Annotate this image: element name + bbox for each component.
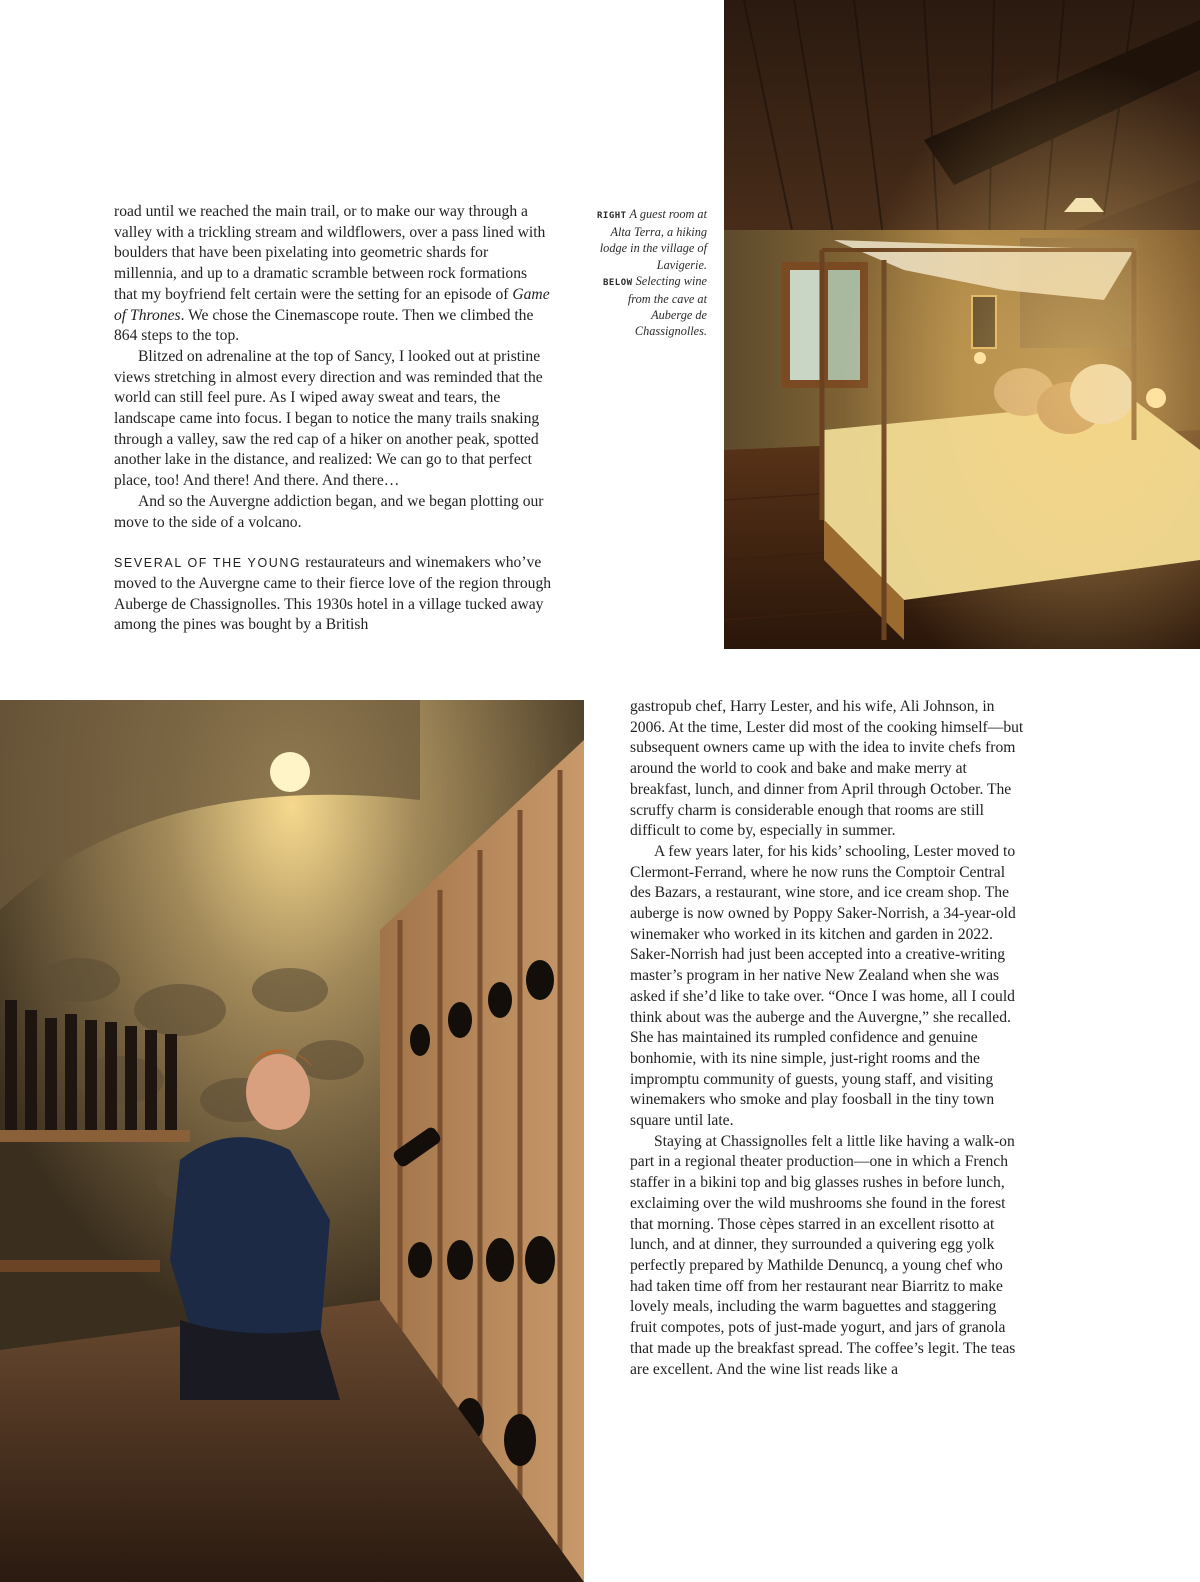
paragraph: gastropub chef, Harry Lester, and his wife, Ali Johnson, in 2006. At the time, Lester did most of the cooking himself—but subsequent owners came up with the idea to invite chefs from around the world to cook and bake and make merry at breakfast, lunch, and dinner from April through October. The scruffy charm is considerable enough that rooms are still difficult to come by, especially in summer. — [630, 698, 1024, 840]
caption-below: Selecting wine from the cave at Auberge de Chassignolles. — [627, 273, 707, 339]
paragraph: And so the Auvergne addiction began, and we began plotting our move to the side of a volcano. — [114, 492, 544, 531]
wine-cellar-photo — [0, 700, 584, 1582]
paragraph: Staying at Chassignolles felt a little like having a walk-on part in a regional theater production—one in which a French staffer in a bikini top and big glasses rushes in before lunch, exclaiming over the wild mushrooms she found in the forest that morning. Those cèpes starred in an excellent risotto at lunch, and at dinner, they surrounded a quivering egg yolk perfectly prepared by Mathilde Denuncq, a young chef who had taken time off from her restaurant near Biarritz to make lovely meals, including the warm baguettes and staggering fruit compotes, pots of just-made yogurt, and jars of granola that made up the breakfast spread. The coffee’s legit. The teas are excellent. And the wine list reads like a — [630, 1132, 1016, 1378]
caption-tag-right: RIGHT — [597, 211, 627, 221]
section-paragraph: SEVERAL OF THE YOUNG restaurateurs and winemakers who’ve moved to the Auvergne came to their fierce love of the region through Auberge de Chassignolles. This 1930s hotel in a village tucked away among the pines was bought by a British — [114, 554, 552, 634]
caption-tag-below: BELOW — [602, 277, 633, 288]
section-lead-in: SEVERAL OF THE YOUNG — [114, 556, 302, 571]
paragraph: A few years later, for his kids’ schooling, Lester moved to Clermont-Ferrand, where he now runs the Comptoir Central des Bazars, a restaurant, wine store, and ice cream shop. The auberge is now owned by Poppy Saker-Norrish, a 34-year-old winemaker who worked in its kitchen and garden in 2022. Saker-Norrish had just been accepted into a creative-writing master’s program in her native New Zealand when she was asked if she’d like to take over. “Once I was home, all I could think about was the auberge and the Auvergne,” she recalled. She has maintained its rumpled confidence and genuine bonhomie, with its nine simple, just-right rooms and the impromptu community of guests, young staff, and visiting winemakers who smoke and play foosball in the tiny town square until late. — [630, 842, 1016, 1130]
caption-right: A guest room at Alta Terra, a hiking lodge in the village of Lavigerie. — [599, 207, 707, 272]
article-column-right — [630, 697, 1025, 1380]
article-column-left — [114, 202, 554, 636]
paragraph: Blitzed on adrenaline at the top of Sancy, I looked out at pristine views stretching in almost every direction and was reminded that the world can still feel pure. As I wiped away sweat and tears, the landscape came into focus. I began to notice the many trails snaking through a valley, saw the red cap of a hiker on another peak, spotted another lake in the distance, and realized: We can go to that perfect place, too! And there! And there. And there… — [114, 347, 543, 490]
show-title: Game of Thrones — [114, 285, 550, 324]
paragraph: road until we reached the main trail, or to make our way through a valley with a trickling stream and wildflowers, over a pass lined with boulders that have been pixelating into geometric shards for millennia, and up to a dramatic scramble between rock formations that my boyfriend felt certain were the setting for an episode of Game of Thrones. We chose the Cinemascope route. Then we climbed the 864 steps to the top. — [114, 203, 550, 345]
photo-captions — [596, 206, 707, 340]
bedroom-photo — [724, 0, 1200, 649]
